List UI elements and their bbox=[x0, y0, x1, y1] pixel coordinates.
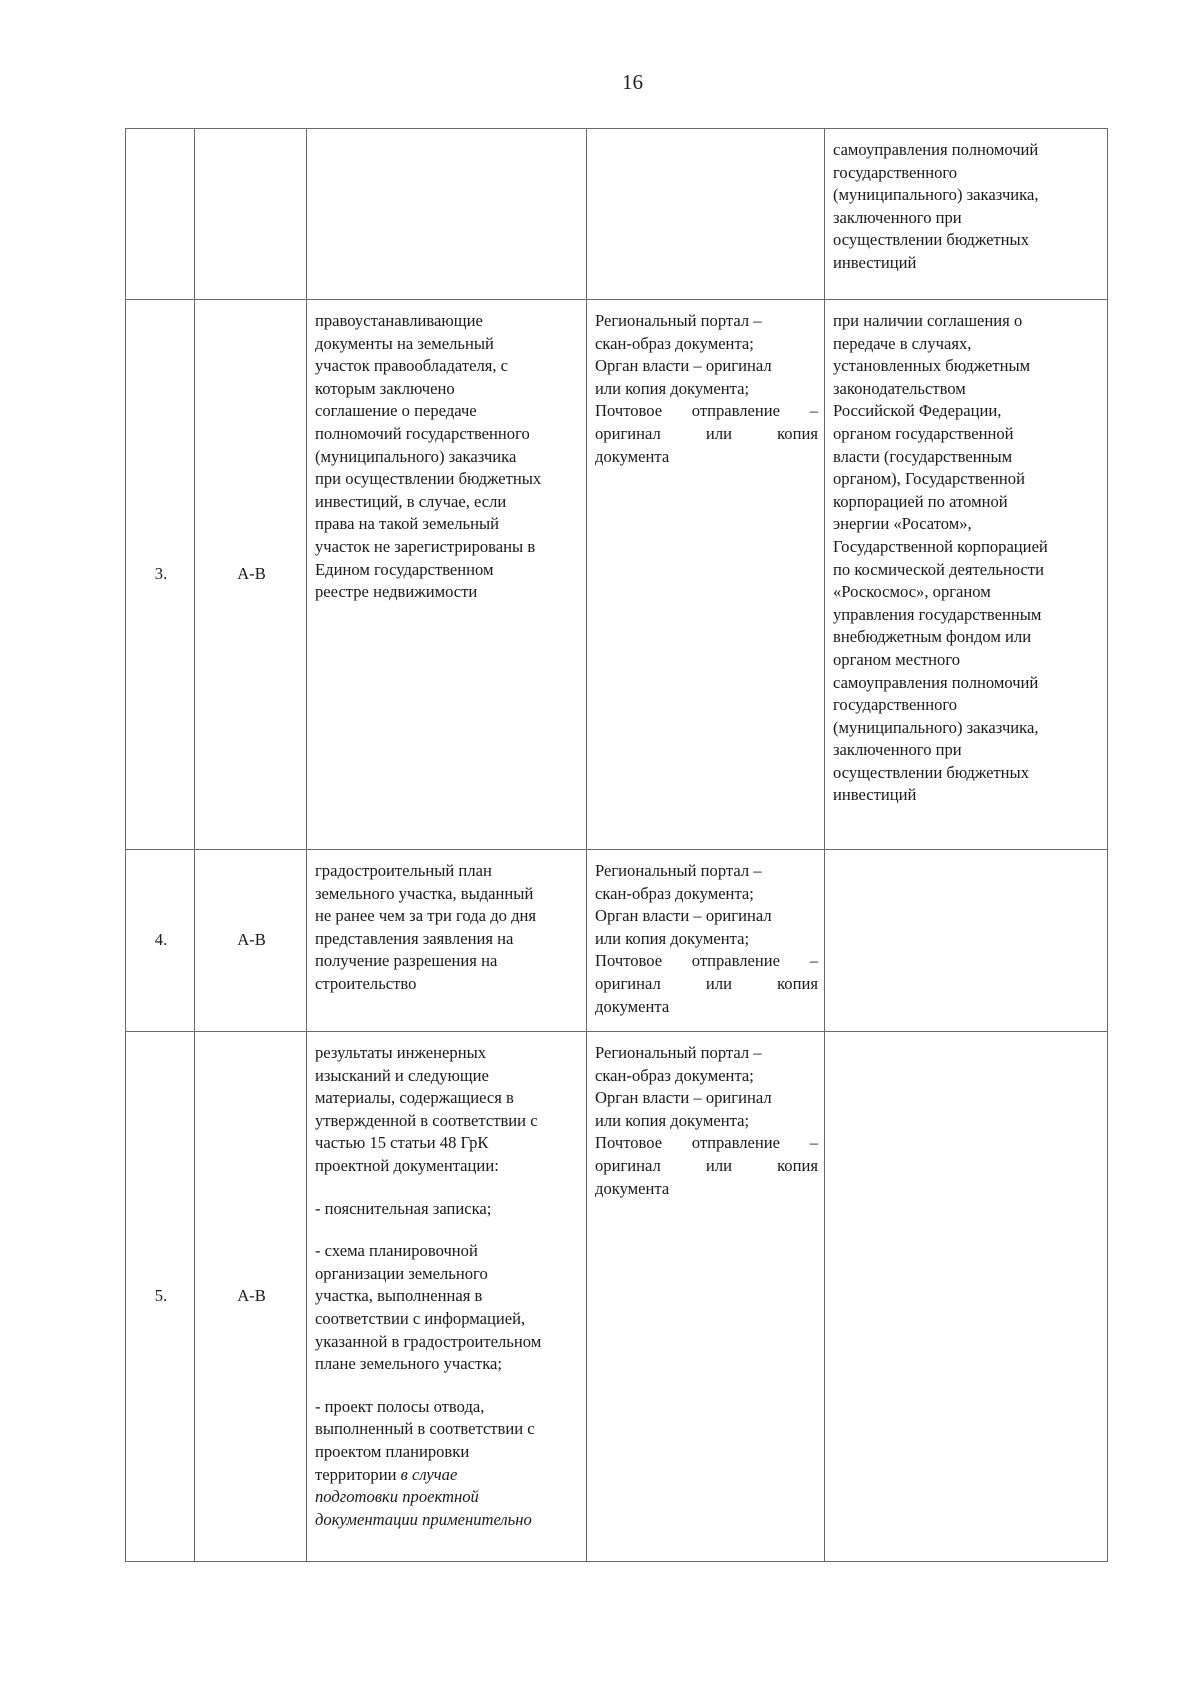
document-paragraph bbox=[315, 1198, 580, 1221]
method-line: скан-образ документа; bbox=[595, 1065, 754, 1085]
document-cell bbox=[307, 129, 587, 300]
method-line: документа bbox=[595, 1178, 670, 1198]
condition-line: «Роскосмос», органом bbox=[833, 582, 991, 602]
document-line bbox=[315, 1464, 580, 1487]
method-line: скан-образ документа; bbox=[595, 883, 754, 903]
condition-line: управления государственным bbox=[833, 604, 1042, 624]
document-line: земельного участка, выданный bbox=[315, 883, 534, 903]
condition-line: установленных бюджетным bbox=[833, 356, 1031, 376]
method-line: Орган власти – оригинал bbox=[595, 906, 772, 926]
condition-line: внебюджетным фондом или bbox=[833, 627, 1032, 647]
method-line: Почтовое отправление – bbox=[595, 951, 818, 971]
document-paragraph bbox=[315, 1396, 580, 1532]
document-line: изысканий и следующие bbox=[315, 1065, 489, 1085]
document-line: представления заявления на bbox=[315, 928, 514, 948]
document-line: градостроительный план bbox=[315, 861, 492, 880]
table-row bbox=[126, 850, 1108, 1032]
method-line: оригинал или копия bbox=[595, 423, 818, 443]
document-line: соглашение о передаче bbox=[315, 401, 477, 421]
table-row bbox=[126, 129, 1108, 300]
document-line: при осуществлении бюджетных bbox=[315, 469, 542, 489]
condition-line: государственного bbox=[833, 695, 958, 715]
condition-line: органом), Государственной bbox=[833, 469, 1025, 489]
document-line: участок правообладателя, с bbox=[315, 356, 509, 376]
document-line: получение разрешения на bbox=[315, 951, 498, 971]
document-line: не ранее чем за три года до дня bbox=[315, 906, 537, 926]
document-paragraph bbox=[315, 1042, 580, 1178]
document-line: документы на земельный bbox=[315, 333, 494, 353]
document-italic-line: документации применительно bbox=[315, 1509, 532, 1529]
method-cell bbox=[587, 1032, 825, 1562]
condition-line: самоуправления полномочий bbox=[833, 672, 1039, 692]
document-text: территории bbox=[315, 1464, 397, 1484]
condition-cell bbox=[825, 129, 1108, 300]
method-line: оригинал или копия bbox=[595, 1155, 818, 1175]
row-code: А-В bbox=[195, 850, 307, 1032]
table-row bbox=[126, 1032, 1108, 1562]
method-line: Почтовое отправление – bbox=[595, 401, 818, 421]
document-italic-text: в случае bbox=[400, 1464, 458, 1484]
condition-line: осуществлении бюджетных bbox=[833, 762, 1030, 782]
document-cell bbox=[307, 1032, 587, 1562]
condition-line: корпорацией по атомной bbox=[833, 491, 1008, 511]
method-line: или копия документа; bbox=[595, 928, 750, 948]
document-line: указанной в градостроительном bbox=[315, 1331, 542, 1351]
condition-line: власти (государственным bbox=[833, 446, 1013, 466]
condition-cell bbox=[825, 300, 1108, 850]
method-line: или копия документа; bbox=[595, 378, 750, 398]
condition-line: осуществлении бюджетных bbox=[833, 230, 1030, 250]
document-line: участок не зарегистрированы в bbox=[315, 536, 536, 556]
document-line: правоустанавливающие bbox=[315, 311, 483, 330]
condition-line: органом местного bbox=[833, 649, 961, 669]
method-line: Орган власти – оригинал bbox=[595, 356, 772, 376]
document-line: - проект полосы отвода, bbox=[315, 1396, 485, 1416]
method-line: скан-образ документа; bbox=[595, 333, 754, 353]
row-number: 5. bbox=[126, 1032, 195, 1562]
condition-line: (муниципального) заказчика, bbox=[833, 185, 1039, 205]
document-line: права на такой земельный bbox=[315, 514, 499, 534]
documents-table bbox=[125, 128, 1108, 1562]
document-line: инвестиций, в случае, если bbox=[315, 491, 507, 511]
document-italic-line: подготовки проектной bbox=[315, 1487, 479, 1507]
condition-line: инвестиций bbox=[833, 252, 917, 272]
document-line: участка, выполненная в bbox=[315, 1286, 483, 1306]
row-code: А-В bbox=[195, 300, 307, 850]
row-number: 3. bbox=[126, 300, 195, 850]
condition-line: энергии «Росатом», bbox=[833, 514, 972, 534]
document-line: соответствии с информацией, bbox=[315, 1308, 526, 1328]
method-line: Почтовое отправление – bbox=[595, 1133, 818, 1153]
condition-line: передаче в случаях, bbox=[833, 333, 972, 353]
document-line: организации земельного bbox=[315, 1263, 488, 1283]
condition-line: при наличии соглашения о bbox=[833, 311, 1023, 330]
condition-line: (муниципального) заказчика, bbox=[833, 717, 1039, 737]
condition-line: по космической деятельности bbox=[833, 559, 1045, 579]
method-line: Региональный портал – bbox=[595, 311, 762, 330]
document-line: - пояснительная записка; bbox=[315, 1198, 492, 1218]
document-paragraph bbox=[315, 1240, 580, 1376]
condition-line: инвестиций bbox=[833, 785, 917, 805]
row-number bbox=[126, 129, 195, 300]
document-line: материалы, содержащиеся в bbox=[315, 1088, 514, 1108]
method-line: оригинал или копия bbox=[595, 973, 818, 993]
condition-line: заключенного при bbox=[833, 740, 962, 760]
condition-cell bbox=[825, 850, 1108, 1032]
method-cell bbox=[587, 129, 825, 300]
document-line: проектной документации: bbox=[315, 1155, 499, 1175]
document-line: выполненный в соответствии с bbox=[315, 1419, 535, 1439]
row-code bbox=[195, 129, 307, 300]
row-number: 4. bbox=[126, 850, 195, 1032]
document-line: которым заключено bbox=[315, 378, 455, 398]
document-cell bbox=[307, 300, 587, 850]
document-line: - схема планировочной bbox=[315, 1241, 478, 1261]
method-cell bbox=[587, 300, 825, 850]
method-line: документа bbox=[595, 446, 670, 466]
document-line: результаты инженерных bbox=[315, 1043, 487, 1062]
condition-cell bbox=[825, 1032, 1108, 1562]
condition-line: Российской Федерации, bbox=[833, 401, 1002, 421]
table-row bbox=[126, 300, 1108, 850]
document-line: реестре недвижимости bbox=[315, 582, 478, 602]
document-line: Едином государственном bbox=[315, 559, 494, 579]
document-line: полномочий государственного bbox=[315, 423, 530, 443]
document-line: строительство bbox=[315, 973, 417, 993]
method-line: или копия документа; bbox=[595, 1110, 750, 1130]
condition-line: заключенного при bbox=[833, 207, 962, 227]
condition-line: законодательством bbox=[833, 378, 966, 398]
document-line: утвержденной в соответствии с bbox=[315, 1110, 538, 1130]
method-line: документа bbox=[595, 996, 670, 1016]
document-line: плане земельного участка; bbox=[315, 1354, 502, 1374]
row-code: А-В bbox=[195, 1032, 307, 1562]
method-cell bbox=[587, 850, 825, 1032]
document-line: (муниципального) заказчика bbox=[315, 446, 517, 466]
document-line: проектом планировки bbox=[315, 1441, 470, 1461]
method-line: Региональный портал – bbox=[595, 861, 762, 880]
condition-line: органом государственной bbox=[833, 423, 1014, 443]
condition-line: государственного bbox=[833, 162, 958, 182]
method-line: Региональный портал – bbox=[595, 1043, 762, 1062]
condition-line: Государственной корпорацией bbox=[833, 536, 1048, 556]
method-line: Орган власти – оригинал bbox=[595, 1088, 772, 1108]
document-cell bbox=[307, 850, 587, 1032]
page-number: 16 bbox=[622, 70, 643, 94]
document-line: частью 15 статьи 48 ГрК bbox=[315, 1133, 489, 1153]
condition-line: самоуправления полномочий bbox=[833, 140, 1039, 159]
